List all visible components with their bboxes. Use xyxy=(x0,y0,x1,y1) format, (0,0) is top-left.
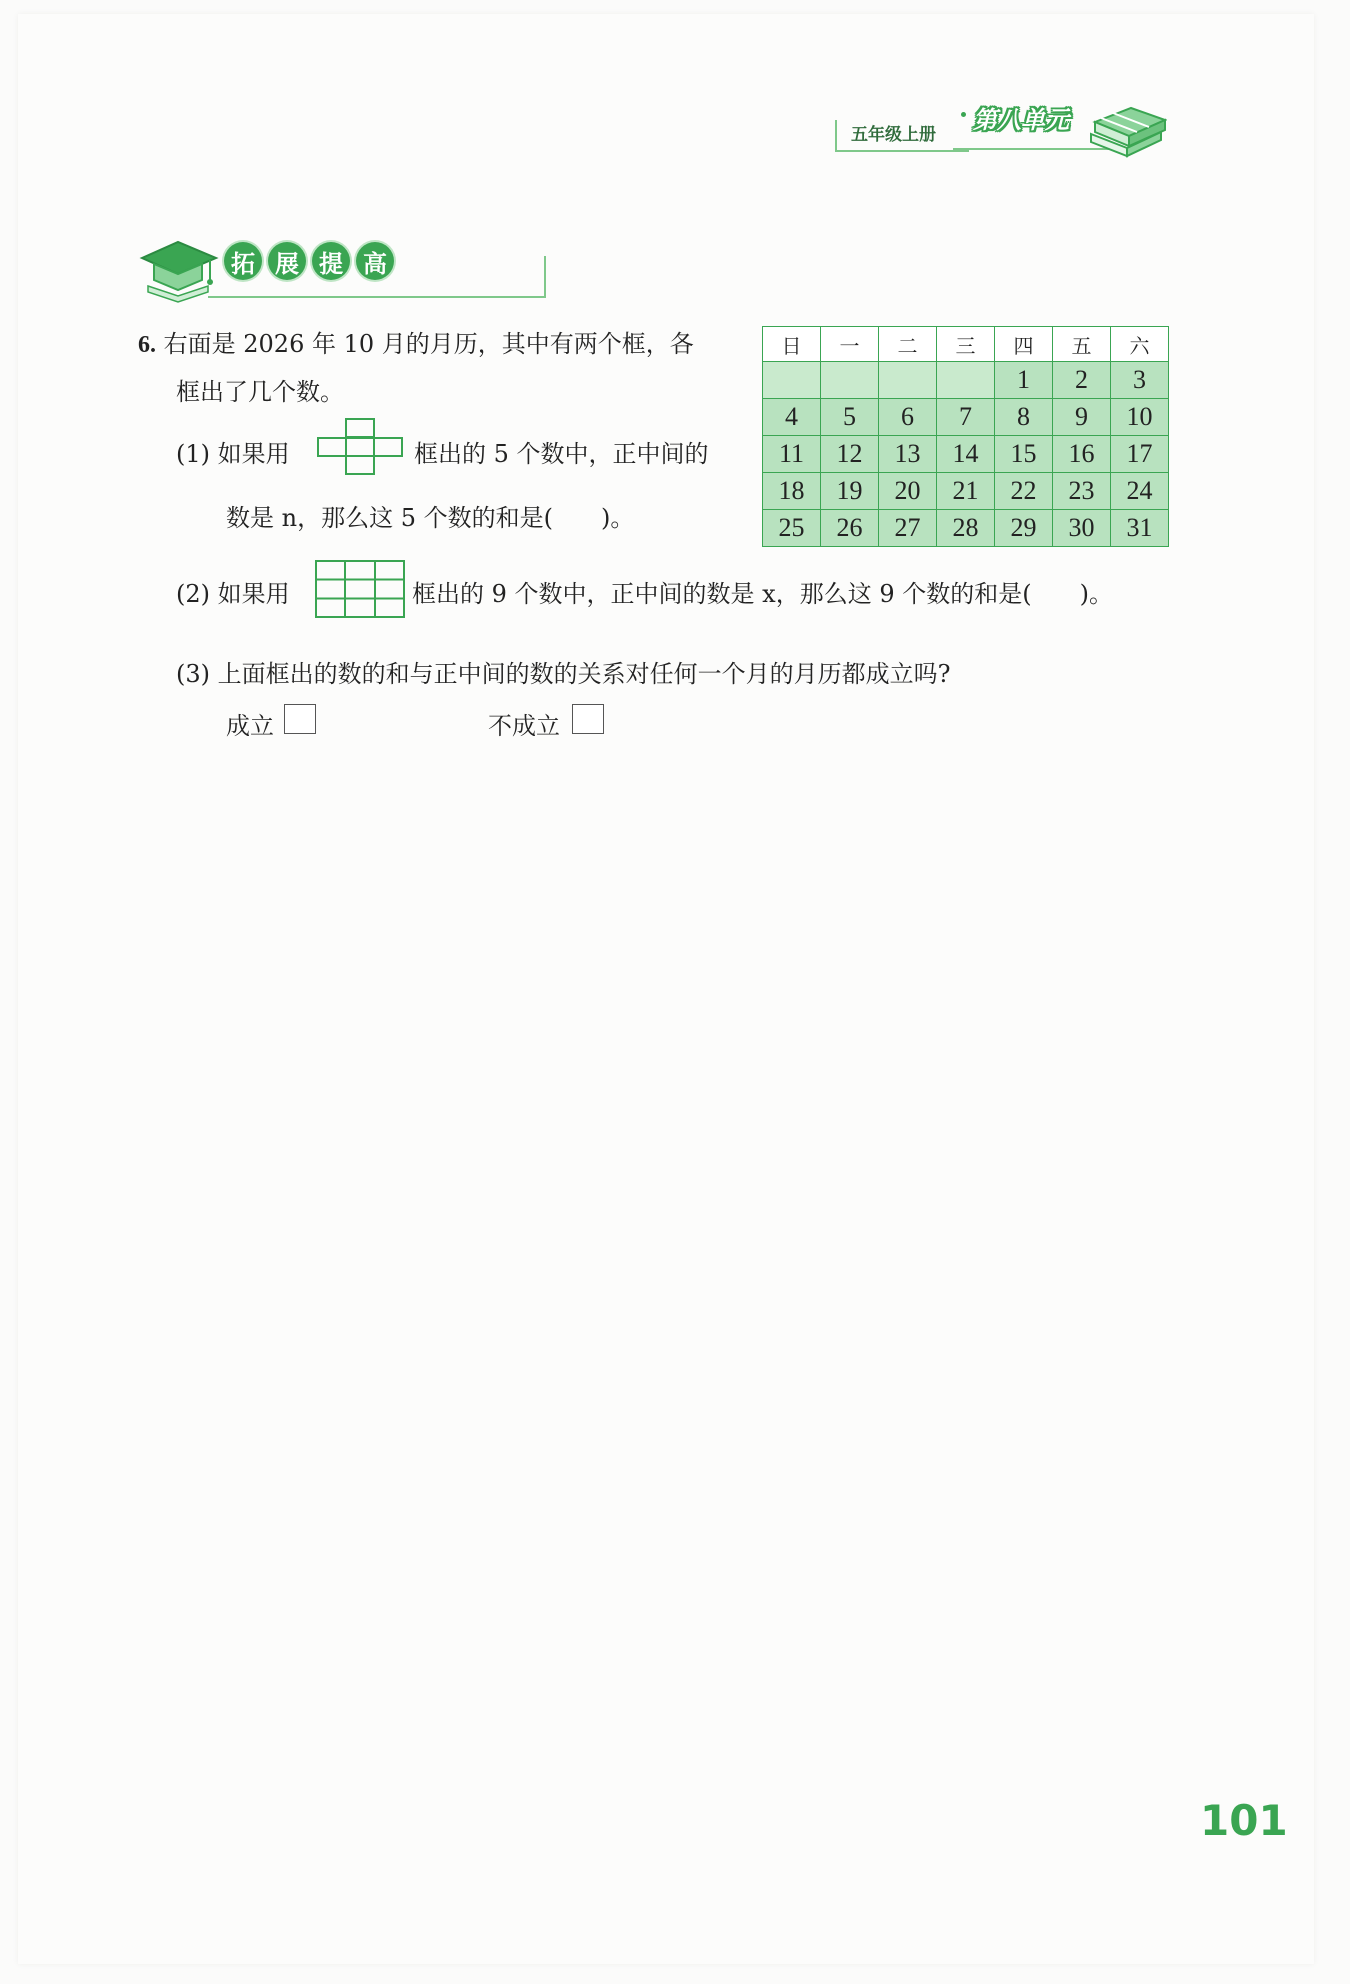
section-title xyxy=(224,242,394,280)
graduation-cap-icon xyxy=(138,228,222,304)
calendar-cell xyxy=(879,362,937,399)
q1-prefix: (1) 如果用 xyxy=(176,440,290,468)
calendar-week-row xyxy=(763,362,1169,399)
q2-prefix: (2) 如果用 xyxy=(176,580,290,608)
calendar-october-2026 xyxy=(762,326,1169,547)
section-char: 高 xyxy=(356,242,394,280)
calendar-week-row xyxy=(763,436,1169,473)
calendar-week-row xyxy=(763,399,1169,436)
calendar-week-row xyxy=(763,510,1169,547)
weekday-header: 六 xyxy=(1111,327,1169,362)
calendar-cell: 4 xyxy=(763,399,821,436)
calendar-cell: 9 xyxy=(1053,399,1111,436)
cross-frame-icon xyxy=(316,418,404,476)
books-stack-icon xyxy=(1087,92,1167,162)
unit-title: 第八单元 xyxy=(973,106,1069,134)
section-char: 拓 xyxy=(224,242,262,280)
option-yes-label: 成立 xyxy=(226,712,274,740)
page xyxy=(18,14,1314,1964)
calendar-cell: 25 xyxy=(763,510,821,547)
calendar-cell: 6 xyxy=(879,399,937,436)
q3-question: (3) 上面框出的数的和与正中间的数的关系对任何一个月的月历都成立吗? xyxy=(176,660,951,688)
calendar-cell: 18 xyxy=(763,473,821,510)
unit-header xyxy=(835,92,1165,162)
page-number: 101 xyxy=(1200,1796,1288,1845)
calendar-week-row xyxy=(763,473,1169,510)
calendar-header-row xyxy=(763,327,1169,362)
section-char: 提 xyxy=(312,242,350,280)
calendar-cell xyxy=(821,362,879,399)
calendar-cell: 27 xyxy=(879,510,937,547)
weekday-header: 二 xyxy=(879,327,937,362)
calendar-cell xyxy=(937,362,995,399)
calendar-cell: 14 xyxy=(937,436,995,473)
calendar-cell: 22 xyxy=(995,473,1053,510)
option-no-checkbox[interactable] xyxy=(572,704,604,734)
q1-suffix: 框出的 5 个数中，正中间的 xyxy=(414,440,709,468)
calendar-cell: 1 xyxy=(995,362,1053,399)
section-char: 展 xyxy=(268,242,306,280)
calendar-cell: 3 xyxy=(1111,362,1169,399)
problem-intro-text: 右面是 2026 年 10 月的月历，其中有两个框，各 xyxy=(163,330,694,358)
calendar-cell: 10 xyxy=(1111,399,1169,436)
option-yes-checkbox[interactable] xyxy=(284,704,316,734)
calendar-cell: 20 xyxy=(879,473,937,510)
calendar-cell: 16 xyxy=(1053,436,1111,473)
problem-number: 6. xyxy=(138,332,156,358)
calendar-cell xyxy=(763,362,821,399)
calendar-cell: 31 xyxy=(1111,510,1169,547)
weekday-header: 五 xyxy=(1053,327,1111,362)
grade-label: 五年级上册 xyxy=(835,120,969,152)
weekday-header: 三 xyxy=(937,327,995,362)
calendar-cell: 19 xyxy=(821,473,879,510)
calendar-cell: 17 xyxy=(1111,436,1169,473)
weekday-header: 一 xyxy=(821,327,879,362)
calendar-cell: 24 xyxy=(1111,473,1169,510)
calendar-cell: 26 xyxy=(821,510,879,547)
problem-intro-line2: 框出了几个数。 xyxy=(176,378,344,406)
calendar-cell: 8 xyxy=(995,399,1053,436)
calendar-cell: 29 xyxy=(995,510,1053,547)
weekday-header: 四 xyxy=(995,327,1053,362)
grid-frame-icon xyxy=(315,560,405,618)
bullet-dot xyxy=(961,112,966,117)
calendar-cell: 15 xyxy=(995,436,1053,473)
calendar-cell: 2 xyxy=(1053,362,1111,399)
calendar-cell: 21 xyxy=(937,473,995,510)
calendar-cell: 11 xyxy=(763,436,821,473)
calendar-cell: 7 xyxy=(937,399,995,436)
q2-suffix: 框出的 9 个数中，正中间的数是 x，那么这 9 个数的和是( )。 xyxy=(412,580,1113,608)
q1-line2: 数是 n，那么这 5 个数的和是( )。 xyxy=(226,504,635,532)
weekday-header: 日 xyxy=(763,327,821,362)
section-banner xyxy=(138,228,418,304)
calendar-cell: 28 xyxy=(937,510,995,547)
calendar-cell: 30 xyxy=(1053,510,1111,547)
calendar-cell: 23 xyxy=(1053,473,1111,510)
problem-intro-line1 xyxy=(138,324,694,359)
calendar-cell: 12 xyxy=(821,436,879,473)
calendar-cell: 13 xyxy=(879,436,937,473)
option-no-label: 不成立 xyxy=(488,712,560,740)
calendar-cell: 5 xyxy=(821,399,879,436)
